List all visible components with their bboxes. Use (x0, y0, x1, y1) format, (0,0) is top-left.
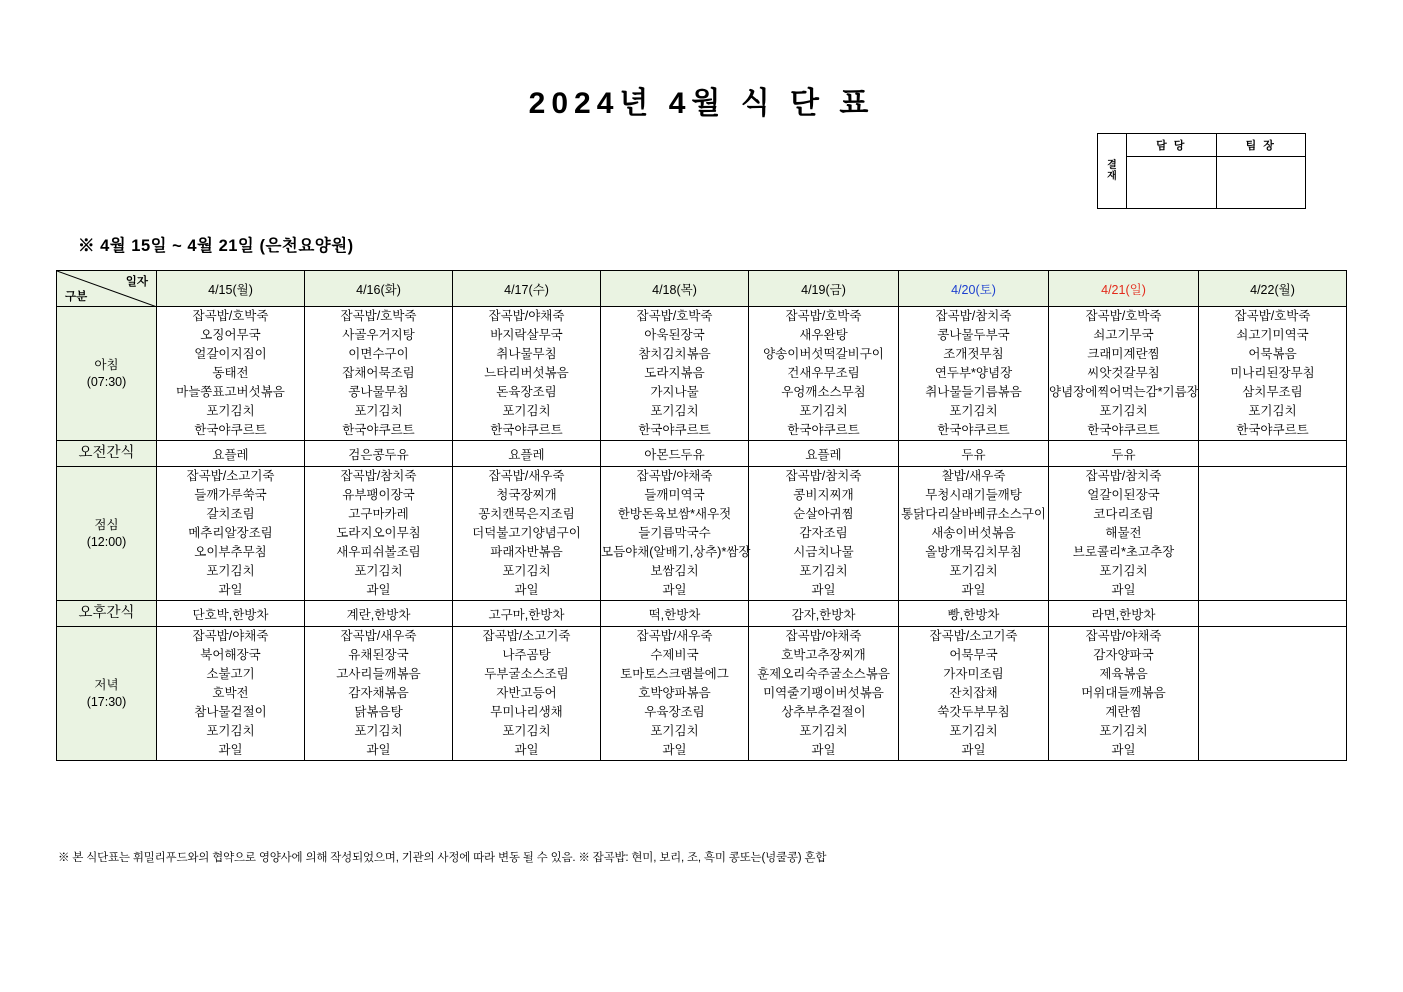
menu-cell: 빵,한방차 (899, 601, 1049, 627)
approval-label-line2: 재 (1107, 171, 1117, 182)
menu-cell: 잡곡밥/호박죽 아욱된장국 참치김치볶음 도라지볶음 가지나물 포기김치 한국야쿠르트 (601, 307, 749, 441)
table-header-row (57, 271, 1347, 307)
row-label-morning-snack: 오전간식 (57, 441, 157, 467)
menu-cell: 잡곡밥/호박죽 쇠고기무국 크래미계란찜 씨앗것갈무침 양념장에찍어먹는감*기름장 포기김치 한국야쿠르트 (1049, 307, 1199, 441)
menu-cell: 잡곡밥/야채죽 북어해장국 소불고기 호박전 참나물겉절이 포기김치 과일 (157, 627, 305, 761)
menu-cell: 두유 (899, 441, 1049, 467)
column-header-day: 4/22(월) (1199, 271, 1347, 307)
approval-column-teamlead (1216, 134, 1306, 208)
row-label-dinner (57, 627, 157, 761)
row-label-afternoon-snack: 오후간식 (57, 601, 157, 627)
table-corner-cell (57, 271, 157, 307)
menu-cell: 잡곡밥/야채죽 호박고추장찌개 훈제오리숙주굴소스볶음 미역줄기팽이버섯볶음 상추부추겉절이 포기김치 과일 (749, 627, 899, 761)
column-header-day: 4/18(목) (601, 271, 749, 307)
column-header-day: 4/16(화) (305, 271, 453, 307)
menu-cell: 잡곡밥/참치죽 콩비지찌개 순살아귀찜 감자조림 시금치나물 포기김치 과일 (749, 467, 899, 601)
approval-stamp-box (1097, 133, 1306, 209)
row-label-line2: (12:00) (86, 534, 127, 549)
menu-cell: 잡곡밥/호박죽 쇠고기미역국 어묵볶음 미나리된장무침 삼치무조림 포기김치 한국야쿠르트 (1199, 307, 1347, 441)
menu-cell: 요플레 (749, 441, 899, 467)
menu-cell: 잡곡밥/소고기죽 나주곰탕 두부굴소스조림 자반고등어 무미나리생채 포기김치 과일 (453, 627, 601, 761)
approval-column-manager (1127, 134, 1216, 208)
menu-cell: 라면,한방차 (1049, 601, 1199, 627)
approval-column-header: 팀 장 (1217, 134, 1306, 157)
row-label-line2: (07:30) (86, 374, 127, 389)
menu-cell: 고구마,한방차 (453, 601, 601, 627)
approval-signature-area (1127, 157, 1216, 208)
menu-cell: 잡곡밥/참치죽 콩나물두부국 조개젓무침 연두부*양념장 취나물들기름볶음 포기김치 한국야쿠르트 (899, 307, 1049, 441)
table-row-lunch (57, 467, 1347, 601)
approval-column-header: 담 당 (1127, 134, 1216, 157)
menu-cell: 잡곡밥/호박죽 오징어무국 얼갈이지짐이 동태전 마늘쫑표고버섯볶음 포기김치 한국야쿠르트 (157, 307, 305, 441)
approval-label-line1: 결 (1107, 160, 1117, 171)
menu-cell: 잡곡밥/야채죽 감자양파국 제육볶음 머위대들깨볶음 계란찜 포기김치 과일 (1049, 627, 1199, 761)
column-header-day-sunday: 4/21(일) (1049, 271, 1199, 307)
menu-cell (1199, 627, 1347, 761)
row-label-breakfast (57, 307, 157, 441)
menu-cell: 잡곡밥/호박죽 사골우거지탕 이면수구이 잡채어묵조림 콩나물무침 포기김치 한국야쿠르트 (305, 307, 453, 441)
row-label-line1: 저녁 (94, 677, 119, 692)
menu-cell: 잡곡밥/새우죽 유채된장국 고사리들깨볶음 감자채볶음 닭볶음탕 포기김치 과일 (305, 627, 453, 761)
table-row-morning-snack (57, 441, 1347, 467)
menu-cell: 요플레 (157, 441, 305, 467)
column-header-day: 4/19(금) (749, 271, 899, 307)
approval-columns (1127, 134, 1305, 208)
row-label-line1: 점심 (94, 517, 119, 532)
column-header-day-saturday: 4/20(토) (899, 271, 1049, 307)
menu-cell: 요플레 (453, 441, 601, 467)
approval-label (1098, 134, 1127, 208)
menu-cell: 아몬드두유 (601, 441, 749, 467)
weekly-menu-table (56, 270, 1347, 761)
column-header-day: 4/15(월) (157, 271, 305, 307)
row-label-lunch (57, 467, 157, 601)
menu-cell: 잡곡밥/소고기죽 들깨가루쑥국 갈치조림 메추리알장조림 오이부추무침 포기김치 과일 (157, 467, 305, 601)
menu-cell: 잡곡밥/참치죽 얼갈이된장국 코다리조림 해물전 브로콜리*초고추장 포기김치 과일 (1049, 467, 1199, 601)
row-label-line1: 아침 (94, 357, 119, 372)
table-row-dinner (57, 627, 1347, 761)
menu-cell: 찰밥/새우죽 무청시래기들깨탕 통닭다리살바베큐소스구이 새송이버섯볶음 올방개묵김치무침 포기김치 과일 (899, 467, 1049, 601)
menu-cell (1199, 601, 1347, 627)
menu-cell: 잡곡밥/호박죽 새우완탕 양송이버섯떡갈비구이 건새우무조림 우엉깨소스무침 포기김치 한국야쿠르트 (749, 307, 899, 441)
menu-cell: 검은콩두유 (305, 441, 453, 467)
menu-cell: 잡곡밥/소고기죽 어묵무국 가자미조림 잔치잡채 쑥갓두부무침 포기김치 과일 (899, 627, 1049, 761)
footnote-text: ※ 본 식단표는 휘밀리푸드와의 협약으로 영양사에 의해 작성되었으며, 기관의 사정에 따라 변동 될 수 있음. ※ 잡곡밥: 현미, 보리, 조, 흑미 콩또는(넝쿨콩) 혼합 (58, 852, 827, 864)
menu-cell (1199, 441, 1347, 467)
menu-cell: 잡곡밥/야채죽 바지락살무국 취나물무침 느타리버섯볶음 돈육장조림 포기김치 한국야쿠르트 (453, 307, 601, 441)
menu-cell: 잡곡밥/참치죽 유부팽이장국 고구마카레 도라지오이무침 새우피쉬볼조림 포기김치 과일 (305, 467, 453, 601)
menu-cell: 두유 (1049, 441, 1199, 467)
table-row-breakfast (57, 307, 1347, 441)
menu-cell (1199, 467, 1347, 601)
menu-cell: 떡,한방차 (601, 601, 749, 627)
page-title: 2024년 4월 식 단 표 (528, 87, 875, 120)
table-row-afternoon-snack (57, 601, 1347, 627)
menu-cell: 잡곡밥/야채죽 들깨미역국 한방돈육보쌈*새우젓 들기름막국수 모듬야채(알배기,상추)*쌈장 보쌈김치 과일 (601, 467, 749, 601)
row-label-line2: (17:30) (86, 694, 127, 709)
menu-cell: 잡곡밥/새우죽 청국장찌개 꽁치캔묵은지조림 더덕불고기양념구이 파래자반볶음 포기김치 과일 (453, 467, 601, 601)
menu-cell: 계란,한방차 (305, 601, 453, 627)
approval-signature-area (1217, 157, 1306, 208)
menu-cell: 감자,한방차 (749, 601, 899, 627)
corner-date-label: 일자 (125, 276, 148, 288)
menu-cell: 잡곡밥/새우죽 수제비국 토마토스크램블에그 호박양파볶음 우육장조림 포기김치 과일 (601, 627, 749, 761)
column-header-day: 4/17(수) (453, 271, 601, 307)
period-subtitle: ※ 4월 15일 ~ 4월 21일 (은천요양원) (78, 237, 354, 255)
menu-cell: 단호박,한방차 (157, 601, 305, 627)
corner-category-label: 구분 (65, 291, 88, 303)
